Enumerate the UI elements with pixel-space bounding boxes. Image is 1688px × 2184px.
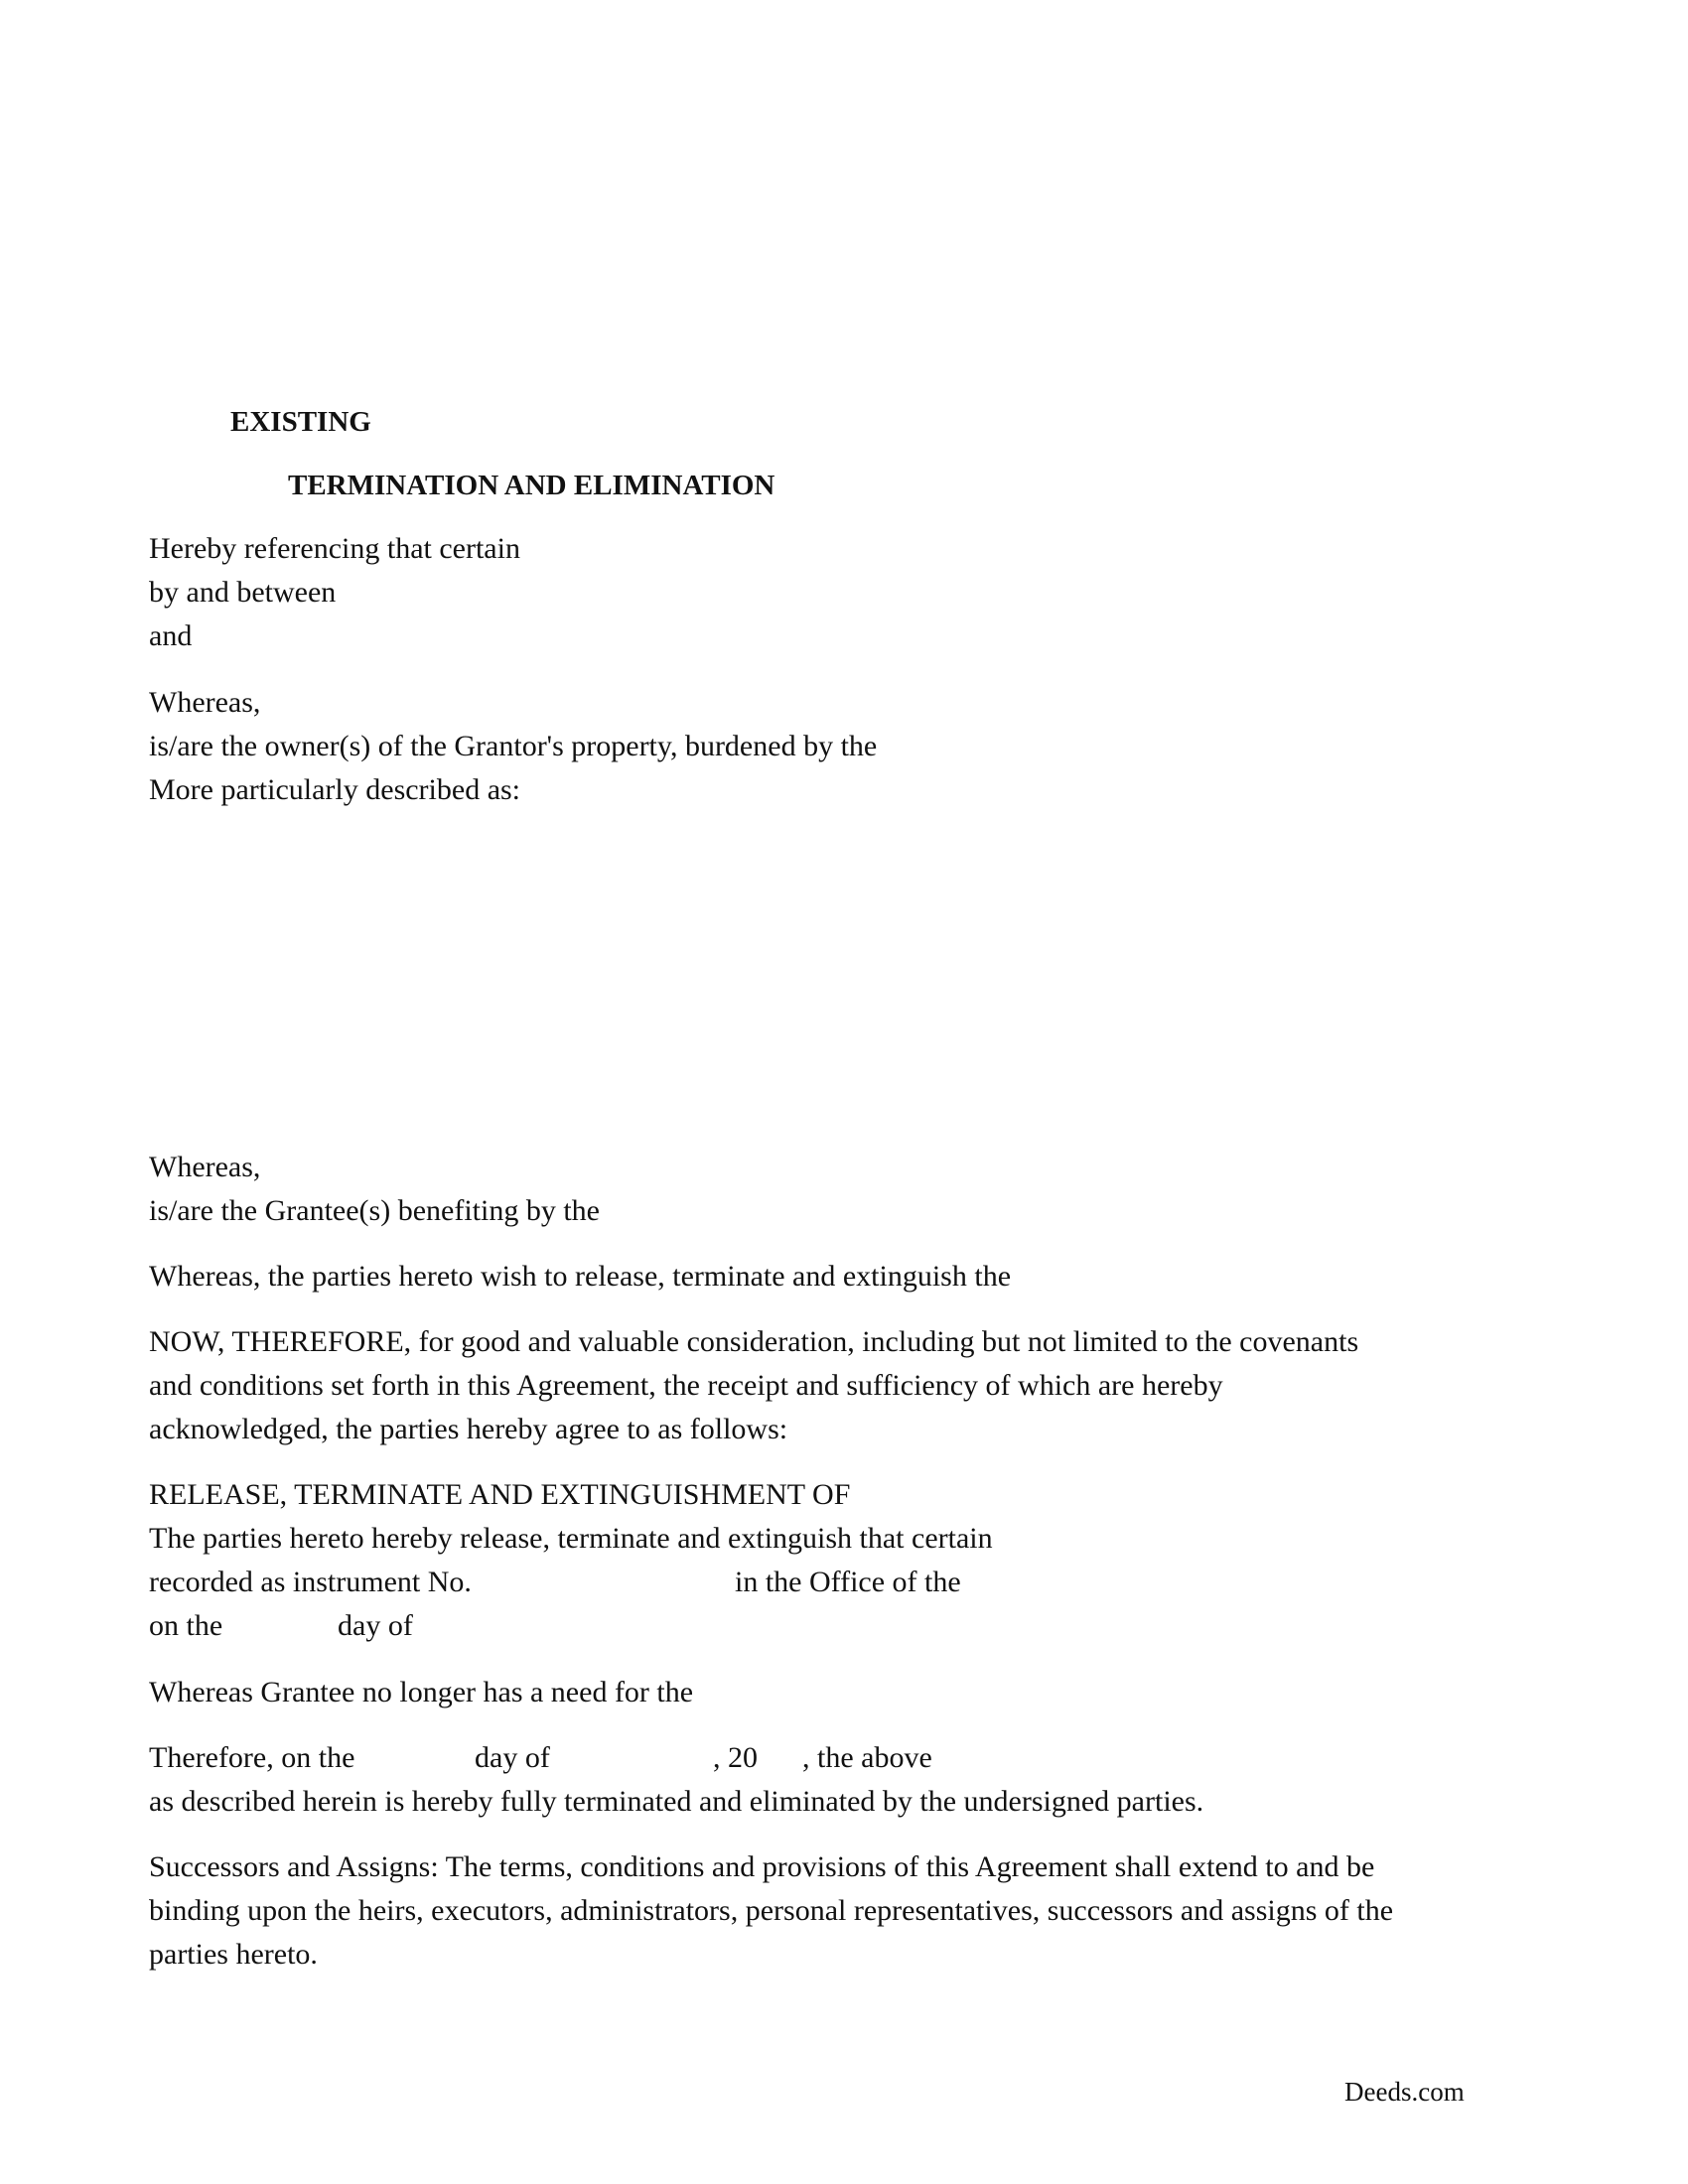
reference-line-2: by and between bbox=[149, 576, 337, 609]
heading-existing: EXISTING bbox=[230, 406, 371, 438]
release-section-title: RELEASE, TERMINATE AND EXTINGUISHMENT OF bbox=[149, 1478, 851, 1511]
whereas-release: Whereas, the parties hereto wish to release, terminate and extinguish the bbox=[149, 1260, 1012, 1293]
release-line-1: The parties hereto hereby release, terminate and extinguish that certain bbox=[149, 1522, 993, 1555]
therefore-line-2: as described herein is hereby fully terminated and eliminated by the undersigned parties. bbox=[149, 1785, 1204, 1818]
whereas-owner-line-3: More particularly described as: bbox=[149, 773, 521, 806]
therefore-part-b: day of bbox=[475, 1741, 550, 1774]
footer-brand: Deeds.com bbox=[1344, 2077, 1465, 2107]
reference-line-1: Hereby referencing that certain bbox=[149, 532, 520, 565]
successors-line-3: parties hereto. bbox=[149, 1938, 318, 1971]
heading-title: TERMINATION AND ELIMINATION bbox=[288, 470, 775, 501]
now-therefore-line-1: NOW, THEREFORE, for good and valuable consideration, including but not limited to the covenants bbox=[149, 1325, 1359, 1358]
whereas-grantee-line-2: is/are the Grantee(s) benefiting by the bbox=[149, 1194, 600, 1227]
therefore-part-c: , 20 bbox=[713, 1741, 758, 1774]
release-line-3a: on the bbox=[149, 1609, 223, 1642]
release-line-3b: day of bbox=[338, 1609, 413, 1642]
whereas-owner-line-1: Whereas, bbox=[149, 686, 261, 719]
successors-line-1: Successors and Assigns: The terms, conditions and provisions of this Agreement shall extend to and be bbox=[149, 1850, 1375, 1883]
whereas-grantee-line-1: Whereas, bbox=[149, 1151, 261, 1183]
successors-line-2: binding upon the heirs, executors, administrators, personal representatives, successors and assigns of the bbox=[149, 1894, 1394, 1927]
release-line-2b: in the Office of the bbox=[735, 1566, 961, 1598]
release-line-2a: recorded as instrument No. bbox=[149, 1566, 472, 1598]
now-therefore-line-3: acknowledged, the parties hereby agree to as follows: bbox=[149, 1413, 788, 1445]
now-therefore-line-2: and conditions set forth in this Agreement, the receipt and sufficiency of which are hereby bbox=[149, 1369, 1223, 1402]
therefore-part-d: , the above bbox=[802, 1741, 932, 1774]
reference-line-3: and bbox=[149, 619, 193, 652]
therefore-part-a: Therefore, on the bbox=[149, 1741, 355, 1774]
whereas-owner-line-2: is/are the owner(s) of the Grantor's property, burdened by the bbox=[149, 730, 878, 762]
whereas-need: Whereas Grantee no longer has a need for the bbox=[149, 1676, 694, 1708]
